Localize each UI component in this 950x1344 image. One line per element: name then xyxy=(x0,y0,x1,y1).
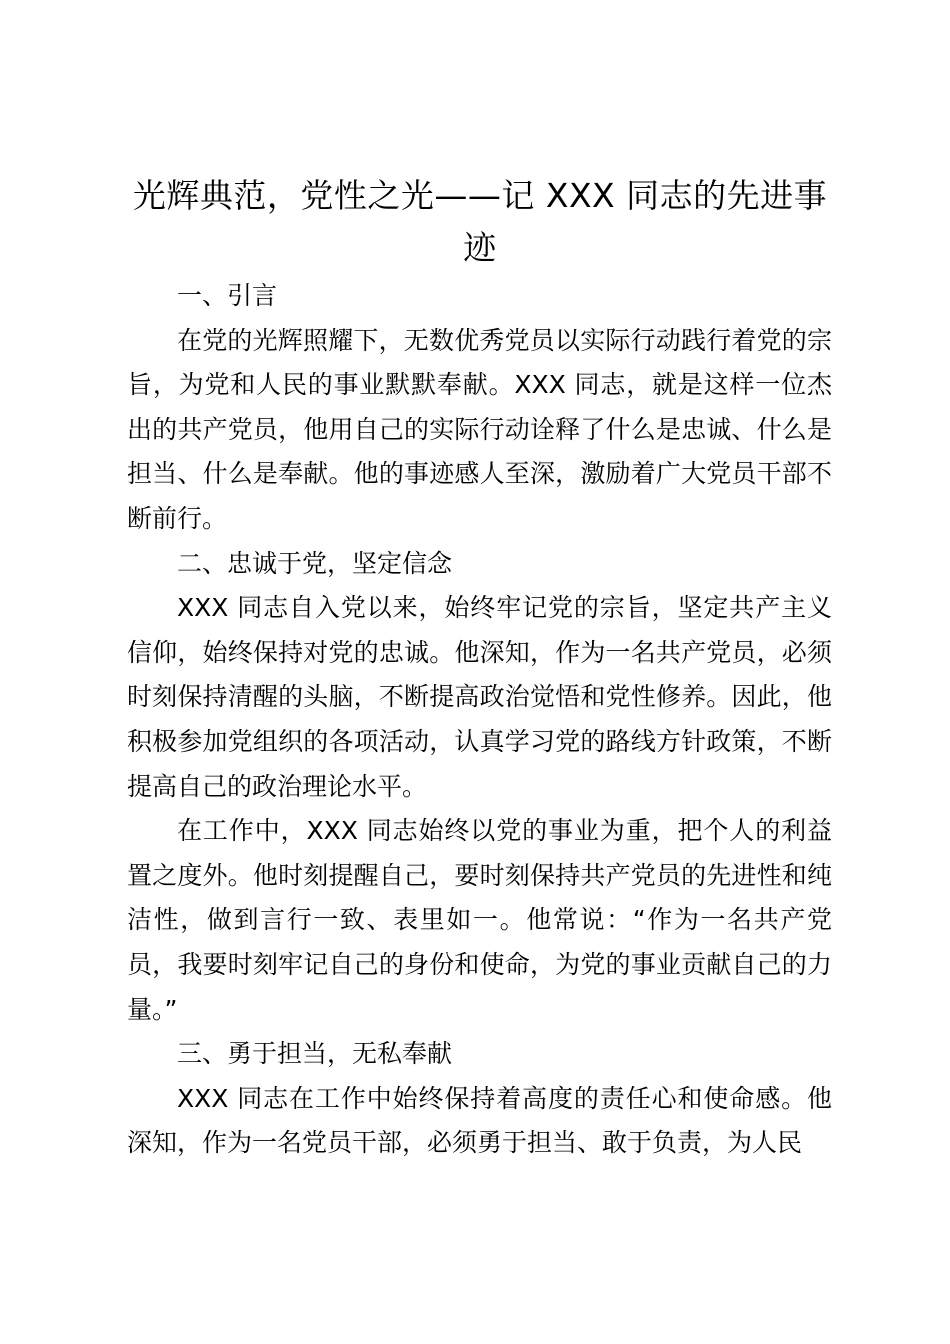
body-paragraph: XXX 同志自入党以来，始终牢记党的宗旨，坚定共产主义信仰，始终保持对党的忠诚。他深知，作为一名共产党员，必须时刻保持清醒的头脑，不断提高政治觉悟和党性修养。因此，他积极参加党组织的各项活动，认真学习党的路线方针政策，不断提高自己的政治理论水平。 xyxy=(127,593,832,801)
document-body xyxy=(127,274,832,1166)
body-paragraph: 在党的光辉照耀下，无数优秀党员以实际行动践行着党的宗旨，为党和人民的事业默默奉献。XXX 同志，就是这样一位杰出的共产党员，他用自己的实际行动诠释了什么是忠诚、什么是担当、什么是奉献。他的事迹感人至深，激励着广大党员干部不断前行。 xyxy=(127,325,832,533)
section-heading-loyalty: 二、忠诚于党，坚定信念 xyxy=(177,548,453,578)
section-heading-dedication: 三、勇于担当，无私奉献 xyxy=(177,1039,453,1069)
body-paragraph: XXX 同志在工作中始终保持着高度的责任心和使命感。他深知，作为一名党员干部，必须勇于担当、敢于负责，为人民 xyxy=(127,1083,832,1158)
document-title: 光辉典范，党性之光——记 XXX 同志的先进事迹 xyxy=(132,176,828,267)
section-heading-intro: 一、引言 xyxy=(177,281,278,310)
body-paragraph: 在工作中，XXX 同志始终以党的事业为重，把个人的利益置之度外。他时刻提醒自己，要时刻保持共产党员的先进性和纯洁性，做到言行一致、表里如一。他常说：“作为一名共产党员，我要时刻牢记自己的身份和使命，为党的事业贡献自己的力量。” xyxy=(127,816,832,1024)
